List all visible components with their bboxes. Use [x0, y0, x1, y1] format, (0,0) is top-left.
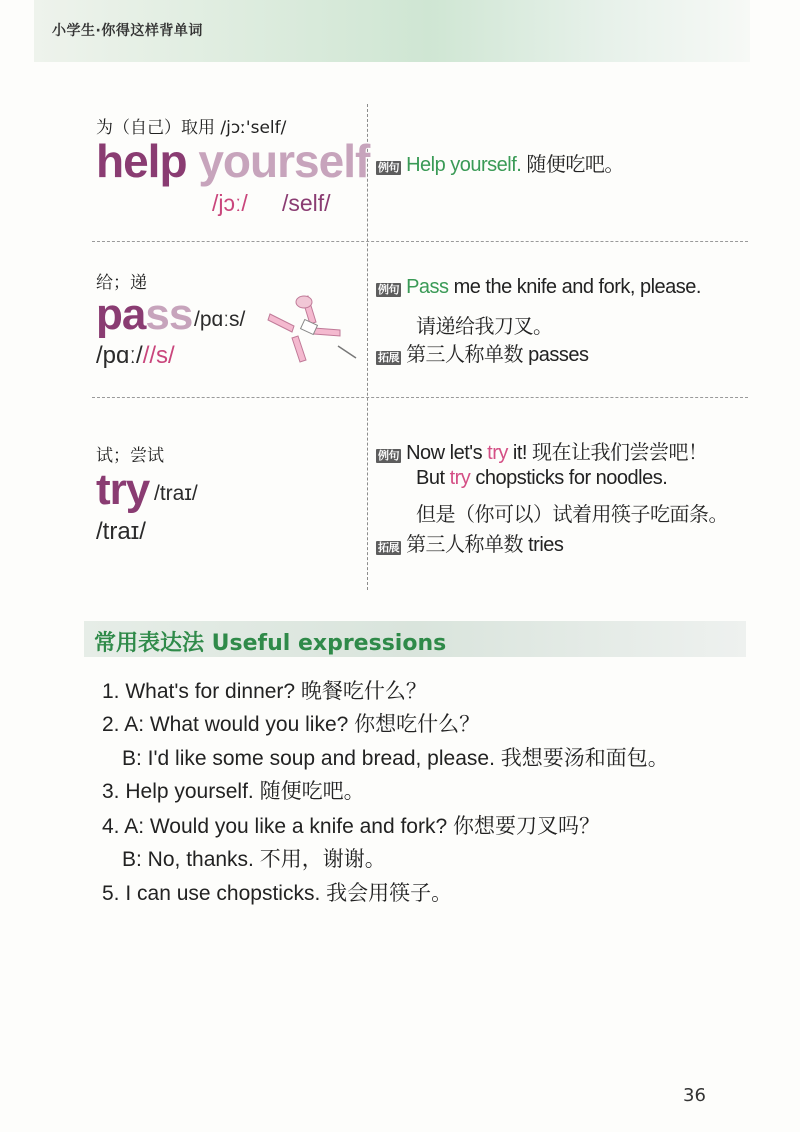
example-line [376, 148, 624, 177]
extension-tag: 拓展 [378, 542, 399, 554]
page-number: 36 [683, 1085, 706, 1106]
word-part: pa [96, 290, 146, 339]
example-keyword: Pass [406, 276, 449, 298]
sleeve-left [268, 314, 294, 332]
entry-meaning: 为（自己）取用 /jɔː'self/ [96, 118, 287, 138]
expression-line: B: I'd like some soup and bread, please. 我想要汤和面包。 [122, 747, 669, 770]
example-keyword: Help yourself. [406, 154, 522, 176]
expression-line: 4. A: Would you like a knife and fork? 你想要刀叉吗？ [102, 815, 600, 838]
extension-text: 第三人称单数 tries [406, 534, 564, 556]
entry-phonetic-inline: /traɪ/ [154, 482, 198, 505]
example-tag: 例句 [378, 162, 399, 174]
example-keyword: try [487, 442, 508, 464]
extension-line [376, 528, 563, 557]
series-title: 小学生·你得这样背单词 [52, 23, 203, 39]
example-keyword: try [449, 467, 471, 489]
word-part: yourself [198, 135, 370, 187]
phonetic-part: /s/ [149, 342, 175, 369]
example-line [376, 276, 701, 299]
entry-word: try [96, 465, 150, 514]
example-tag: 例句 [378, 450, 399, 462]
phonetic-part: / [142, 342, 150, 369]
entry-phonetic-inline: /pɑːs/ [194, 308, 246, 331]
sleeve-right [314, 328, 340, 336]
expression-line: B: No, thanks. 不用，谢谢。 [122, 848, 386, 871]
word-part: ss [145, 290, 193, 339]
entry-meaning: 试；尝试 [96, 446, 164, 466]
expression-line: 3. Help yourself. 随便吃吧。 [102, 780, 365, 803]
example-translation: 随便吃吧。 [521, 154, 624, 176]
entry-word [96, 290, 192, 340]
hand-upper-left [296, 296, 312, 308]
sleeve-lower [292, 336, 306, 362]
example-line [376, 436, 708, 465]
pass-illustration [264, 288, 360, 368]
entry-phonetic [212, 190, 248, 217]
example-line [416, 467, 667, 490]
example-text: it! 现在让我们尝尝吧！ [507, 442, 708, 464]
row-divider [92, 397, 748, 398]
example-translation: 请递给我刀叉。 [416, 316, 553, 338]
example-tag: 例句 [378, 284, 399, 296]
entry-word [96, 134, 369, 188]
extension-line [376, 338, 589, 367]
example-text: me the knife and fork, please. [448, 276, 701, 298]
example-text: chopsticks for noodles. [470, 467, 668, 489]
example-translation: 但是（你可以）试着用筷子吃面条。 [416, 504, 728, 526]
example-text: Now let's [406, 442, 488, 464]
entry-phonetic [282, 190, 331, 217]
entry-phonetic [96, 342, 175, 370]
extension-tag: 拓展 [378, 352, 399, 364]
fork-line [338, 346, 356, 358]
expression-line: 1. What's for dinner? 晚餐吃什么？ [102, 680, 427, 703]
example-text: But [416, 467, 450, 489]
word-part: help [96, 135, 199, 187]
phonetic-part: /self/ [282, 190, 331, 216]
extension-text: 第三人称单数 passes [406, 344, 589, 366]
expression-line: 2. A: What would you like? 你想吃什么？ [102, 713, 481, 736]
entry-meaning: 给；递 [96, 273, 147, 293]
entry-phonetic: /traɪ/ [96, 518, 146, 545]
expressions-title: 常用表达法 Useful expressions [94, 631, 447, 656]
phonetic-part: /jɔː/ [212, 190, 248, 216]
phonetic-part: /pɑː/ [96, 342, 143, 369]
row-divider [92, 241, 748, 242]
expression-line: 5. I can use chopsticks. 我会用筷子。 [102, 882, 453, 905]
